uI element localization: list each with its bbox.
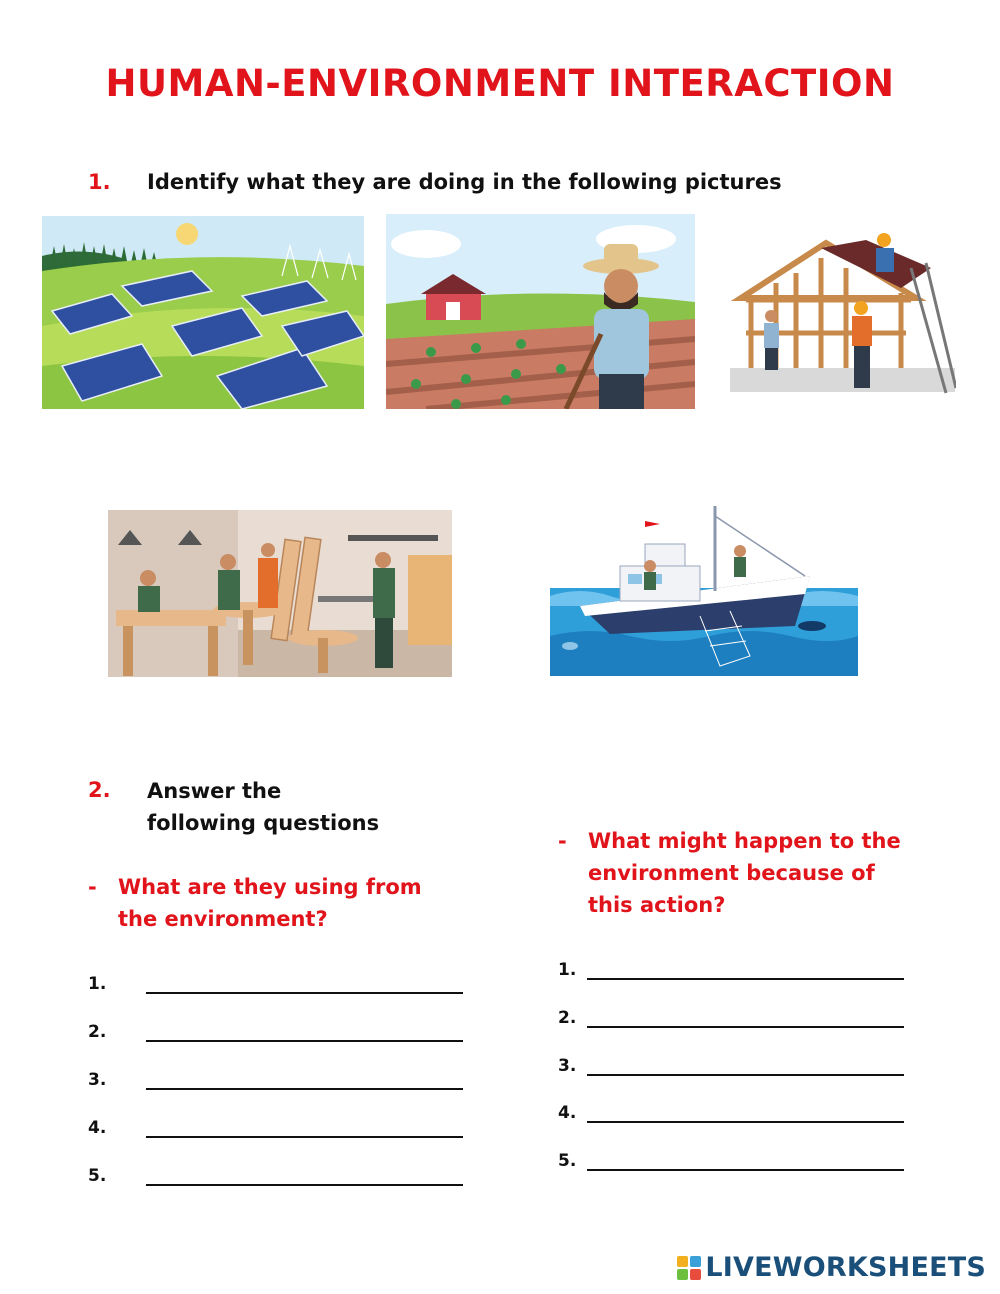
farmer-field-illustration [386,214,695,409]
answer-number: 1. [88,974,107,994]
answer-number: 5. [558,1151,577,1171]
answer-line[interactable] [587,1006,904,1028]
house-builders-illustration [716,228,956,396]
answer-number: 4. [88,1118,107,1138]
liveworksheets-logo[interactable] [677,1252,986,1283]
answer-line[interactable] [146,972,463,994]
right-answer-row [558,1149,904,1171]
answer-number: 5. [88,1166,107,1186]
left-answer-row [88,1116,463,1138]
answer-line[interactable] [146,1068,463,1090]
carpentry-workshop-illustration [108,510,452,677]
answer-line[interactable] [587,1054,904,1076]
answer-number: 4. [558,1103,577,1123]
left-prompt: What are they using from the environment? [118,875,422,931]
answer-number: 3. [558,1056,577,1076]
answer-line[interactable] [587,1101,904,1123]
fishing-boat-illustration [550,506,858,676]
answer-number: 2. [88,1022,107,1042]
answer-line[interactable] [146,1116,463,1138]
page-title: HUMAN-ENVIRONMENT INTERACTION [105,62,895,105]
solar-farm-illustration [42,216,364,409]
left-answer-row [88,1068,463,1090]
left-prompt-dash: - [88,875,97,899]
right-answer-row [558,1006,904,1028]
answer-line[interactable] [587,958,904,980]
answer-line[interactable] [146,1164,463,1186]
answer-number: 2. [558,1008,577,1028]
left-answer-row [88,1164,463,1186]
left-answer-row [88,1020,463,1042]
question-1-number: 1. [88,170,111,194]
answer-number: 3. [88,1070,107,1090]
right-answer-row [558,1101,904,1123]
answer-line[interactable] [146,1020,463,1042]
question-2-number: 2. [88,778,111,802]
right-answer-row [558,1054,904,1076]
answer-number: 1. [558,960,577,980]
question-1-text: Identify what they are doing in the following pictures [147,170,782,194]
right-prompt: What might happen to the environment because of this action? [588,829,901,917]
logo-text: LIVEWORKSHEETS [705,1252,986,1283]
question-2-text: Answer the following questions [147,779,380,835]
right-prompt-dash: - [558,829,567,853]
right-answer-row [558,958,904,980]
logo-blocks-icon [677,1256,701,1280]
answer-line[interactable] [587,1149,904,1171]
left-answer-row [88,972,463,994]
